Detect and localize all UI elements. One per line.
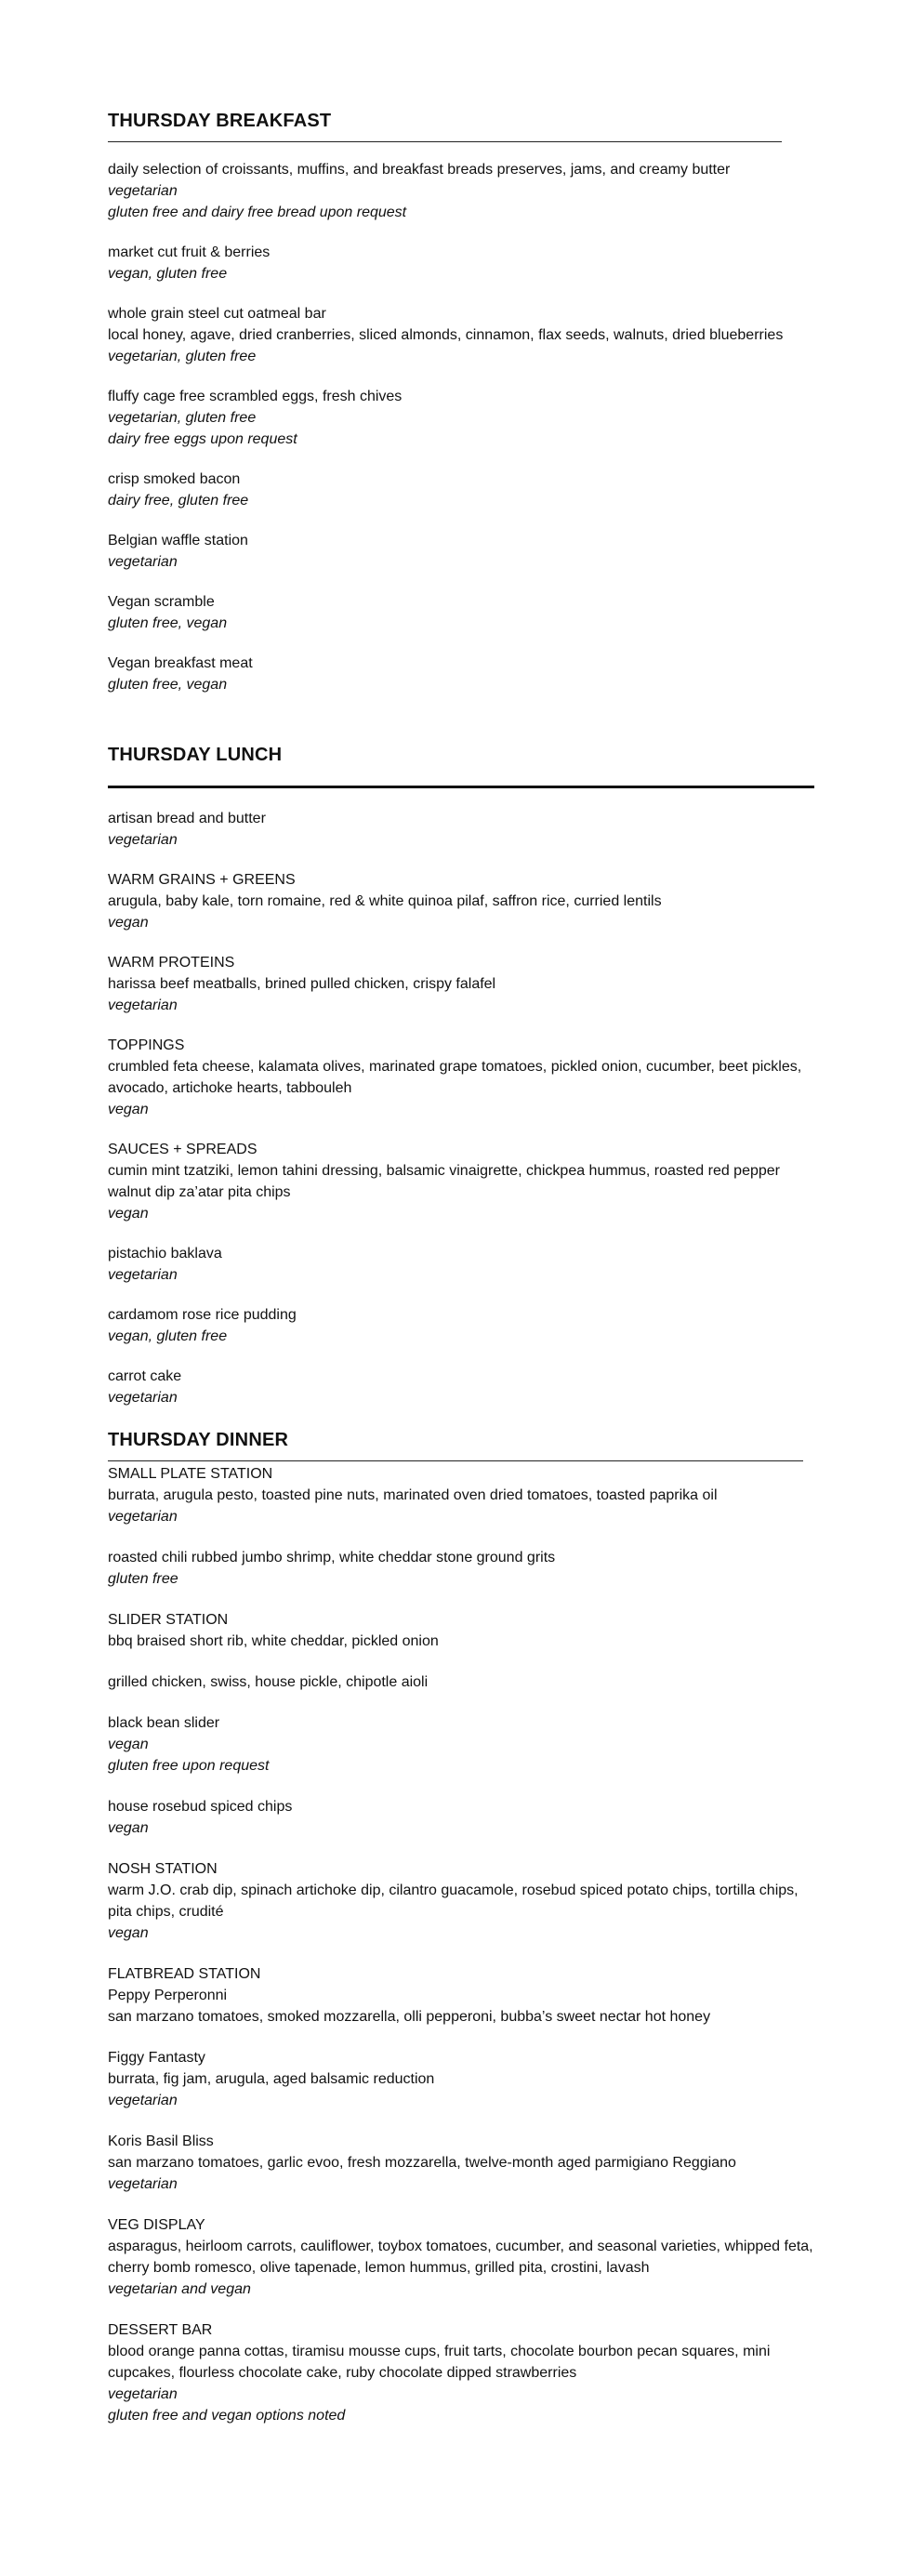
menu-page [108, 110, 814, 2426]
dinner-item [108, 1858, 814, 1944]
lunch-item [108, 1139, 814, 1224]
item-note: vegetarian [108, 183, 178, 199]
lunch-item [108, 1366, 814, 1408]
breakfast-title: THURSDAY BREAKFAST [108, 111, 332, 131]
item-text: roasted chili rubbed jumbo shrimp, white cheddar stone ground grits [108, 1550, 556, 1565]
item-note: vegetarian [108, 1509, 178, 1525]
item-text: fluffy cage free scrambled eggs, fresh chives [108, 389, 403, 404]
item-text: Peppy Perperonni [108, 1988, 228, 2003]
item-note: vegan, gluten free [108, 1328, 228, 1344]
lunch-title: THURSDAY LUNCH [108, 745, 283, 765]
breakfast-item [108, 591, 814, 634]
item-note: vegetarian, gluten free [108, 410, 257, 426]
item-text: warm J.O. crab dip, spinach artichoke dip, cilantro guacamole, rosebud spiced potato chips, tortilla chips, pita chips, crudité [108, 1882, 799, 1920]
item-text: crumbled feta cheese, kalamata olives, marinated grape tomatoes, pickled onion, cucumber, beet pickles, avocado, artichoke hearts, tabbouleh [108, 1059, 802, 1096]
item-text: Koris Basil Bliss [108, 2133, 214, 2149]
item-note: vegan [108, 1925, 149, 1941]
dinner-item [108, 1463, 814, 1527]
item-text: DESSERT BAR [108, 2322, 213, 2338]
item-note: vegetarian and vegan [108, 2281, 251, 2297]
item-text: whole grain steel cut oatmeal bar [108, 306, 326, 322]
item-text: Vegan scramble [108, 594, 215, 610]
item-note: vegetarian [108, 832, 178, 848]
dinner-title: THURSDAY DINNER [108, 1430, 289, 1450]
item-note: vegetarian [108, 1267, 178, 1283]
item-note: vegetarian [108, 997, 178, 1013]
item-note: vegetarian [108, 554, 178, 570]
breakfast-list [108, 159, 814, 695]
item-text: grilled chicken, swiss, house pickle, chipotle aioli [108, 1674, 429, 1690]
dinner-item [108, 2047, 814, 2111]
item-text: TOPPINGS [108, 1037, 185, 1053]
dinner-list [108, 1463, 814, 2426]
item-text: artisan bread and butter [108, 811, 266, 826]
dinner-item [108, 1609, 814, 1652]
lunch-item [108, 808, 814, 851]
item-text: market cut fruit & berries [108, 244, 271, 260]
breakfast-item [108, 530, 814, 573]
item-text: SAUCES + SPREADS [108, 1142, 257, 1157]
item-note: vegan [108, 1206, 149, 1222]
dinner-item [108, 1796, 814, 1839]
item-text: cumin mint tzatziki, lemon tahini dressing, balsamic vinaigrette, chickpea hummus, roasted red pepper walnut dip za’atar pita chips [108, 1163, 780, 1200]
item-text: Figgy Fantasty [108, 2050, 205, 2066]
item-text: blood orange panna cottas, tiramisu mousse cups, fruit tarts, chocolate bourbon pecan squares, mini cupcakes, flourless chocolate cake, ruby chocolate dipped strawberries [108, 2344, 771, 2381]
dinner-item [108, 2131, 814, 2195]
item-text: FLATBREAD STATION [108, 1966, 261, 1982]
item-text: local honey, agave, dried cranberries, sliced almonds, cinnamon, flax seeds, walnuts, dried blueberries [108, 327, 784, 343]
item-note: gluten free, vegan [108, 677, 228, 693]
item-note: dairy free eggs upon request [108, 431, 297, 447]
item-text: WARM PROTEINS [108, 955, 235, 971]
item-text: burrata, fig jam, arugula, aged balsamic reduction [108, 2071, 435, 2087]
item-text: asparagus, heirloom carrots, cauliflower, toybox tomatoes, cucumber, and seasonal varieties, whipped feta, cherry bomb romesco, olive tapenade, lemon hummus, grilled pita, crostini, lavash [108, 2239, 813, 2276]
item-note: gluten free upon request [108, 1758, 270, 1774]
item-note: gluten free and vegan options noted [108, 2408, 346, 2424]
item-note: vegan, gluten free [108, 266, 228, 282]
item-text: carrot cake [108, 1368, 182, 1384]
item-text: harissa beef meatballs, brined pulled chicken, crispy falafel [108, 976, 496, 992]
item-note: vegan [108, 915, 149, 931]
breakfast-divider [108, 141, 782, 142]
item-note: dairy free, gluten free [108, 493, 249, 509]
breakfast-item [108, 242, 814, 284]
item-note: vegan [108, 1102, 149, 1117]
item-text: SMALL PLATE STATION [108, 1466, 273, 1482]
breakfast-item [108, 303, 814, 367]
dinner-item [108, 2319, 814, 2426]
breakfast-item [108, 159, 814, 223]
item-note: vegan [108, 1820, 149, 1836]
item-text: black bean slider [108, 1715, 220, 1731]
item-text: bbq braised short rib, white cheddar, pickled onion [108, 1633, 439, 1649]
item-text: burrata, arugula pesto, toasted pine nuts, marinated oven dried tomatoes, toasted paprika oil [108, 1487, 718, 1503]
item-note: gluten free, vegan [108, 615, 228, 631]
lunch-list [108, 808, 814, 1408]
dinner-item [108, 1671, 814, 1693]
item-text: san marzano tomatoes, garlic evoo, fresh mozzarella, twelve-month aged parmigiano Reggiano [108, 2155, 736, 2171]
item-text: VEG DISPLAY [108, 2217, 205, 2233]
item-text: NOSH STATION [108, 1861, 218, 1877]
item-text: SLIDER STATION [108, 1612, 229, 1628]
breakfast-item [108, 469, 814, 511]
item-text: cardamom rose rice pudding [108, 1307, 297, 1323]
item-note: vegan [108, 1737, 149, 1752]
item-text: daily selection of croissants, muffins, and breakfast breads preserves, jams, and creamy butter [108, 162, 731, 178]
item-text: crisp smoked bacon [108, 471, 241, 487]
dinner-divider [108, 1460, 803, 1461]
lunch-item [108, 1304, 814, 1347]
lunch-divider [108, 786, 814, 788]
item-text: pistachio baklava [108, 1246, 222, 1262]
item-note: vegetarian [108, 2093, 178, 2108]
lunch-item [108, 1243, 814, 1286]
item-text: san marzano tomatoes, smoked mozzarella, olli pepperoni, bubba’s sweet nectar hot honey [108, 2009, 711, 2025]
breakfast-item [108, 386, 814, 450]
breakfast-item [108, 653, 814, 695]
lunch-item [108, 869, 814, 933]
item-note: vegetarian [108, 1390, 178, 1406]
item-text: Belgian waffle station [108, 533, 248, 548]
dinner-item [108, 2214, 814, 2300]
dinner-item [108, 1712, 814, 1777]
item-note: gluten free [108, 1571, 178, 1587]
dinner-item [108, 1547, 814, 1590]
item-note: vegetarian [108, 2176, 178, 2192]
dinner-item [108, 1963, 814, 2028]
item-text: house rosebud spiced chips [108, 1799, 293, 1815]
item-text: WARM GRAINS + GREENS [108, 872, 296, 888]
item-text: arugula, baby kale, torn romaine, red & white quinoa pilaf, saffron rice, curried lentils [108, 893, 662, 909]
item-note: vegetarian, gluten free [108, 349, 257, 364]
lunch-item [108, 1035, 814, 1120]
lunch-item [108, 952, 814, 1016]
item-text: Vegan breakfast meat [108, 655, 253, 671]
item-note: gluten free and dairy free bread upon request [108, 205, 407, 220]
item-note: vegetarian [108, 2386, 178, 2402]
